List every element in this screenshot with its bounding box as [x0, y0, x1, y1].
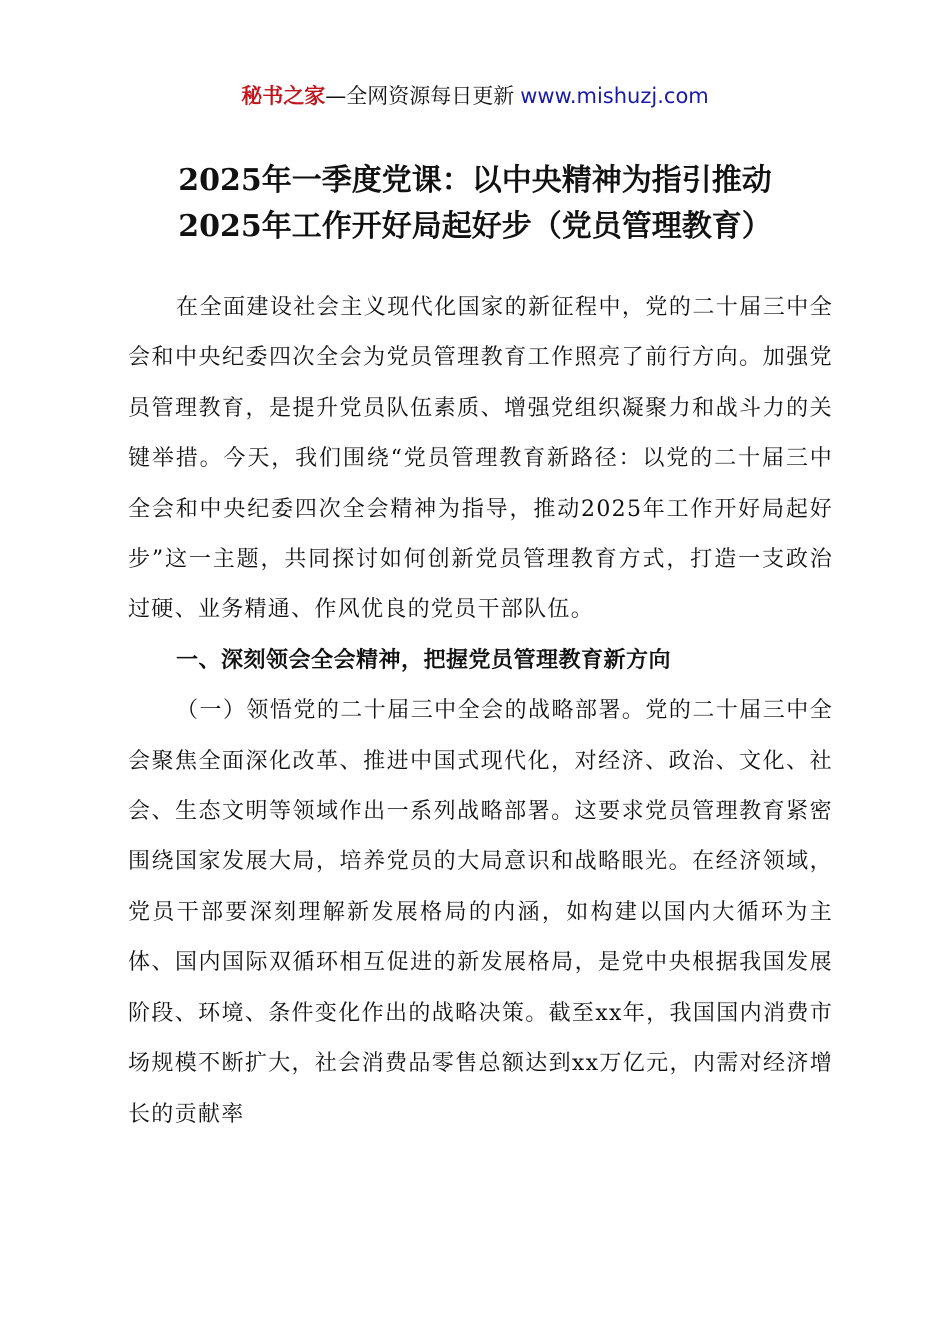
- section-heading: 一、深刻领会全会精神，把握党员管理教育新方向: [176, 647, 672, 673]
- site-url[interactable]: www.mishuzj.com: [520, 84, 709, 108]
- document-title: [60, 158, 890, 250]
- title-line-2: 2025年工作开好局起好步（党员管理教育）: [178, 209, 772, 244]
- site-tagline: —全网资源每日更新: [325, 84, 515, 108]
- intro-paragraph: 在全面建设社会主义现代化国家的新征程中，党的二十届三中全会和中央纪委四次全会为党员管理教育工作照亮了前行方向。加强党员管理教育，是提升党员队伍素质、增强党组织凝聚力和战斗力的关键举措。今天，我们围绕“党员管理教育新路径：以党的二十届三中全会和中央纪委四次全会精神为指导，推动2025年工作开好局起好步”这一主题，共同探讨如何创新党员管理教育方式，打造一支政治过硬、业务精通、作风优良的党员干部队伍。: [128, 295, 833, 623]
- site-header: [0, 80, 950, 112]
- document-body: [128, 283, 833, 1140]
- title-line-1: 2025年一季度党课：以中央精神为指引推动: [178, 163, 772, 198]
- site-brand: 秘书之家: [241, 84, 326, 108]
- section-paragraph: （一）领悟党的二十届三中全会的战略部署。党的二十届三中全会聚焦全面深化改革、推进中国式现代化，对经济、政治、文化、社会、生态文明等领域作出一系列战略部署。这要求党员管理教育紧密围绕国家发展大局，培养党员的大局意识和战略眼光。在经济领域，党员干部要深刻理解新发展格局的内涵，如构建以国内大循环为主体、国内国际双循环相互促进的新发展格局，是党中央根据我国发展阶段、环境、条件变化作出的战略决策。截至xx年，我国国内消费市场规模不断扩大，社会消费品零售总额达到xx万亿元，内需对经济增长的贡献率: [128, 698, 833, 1127]
